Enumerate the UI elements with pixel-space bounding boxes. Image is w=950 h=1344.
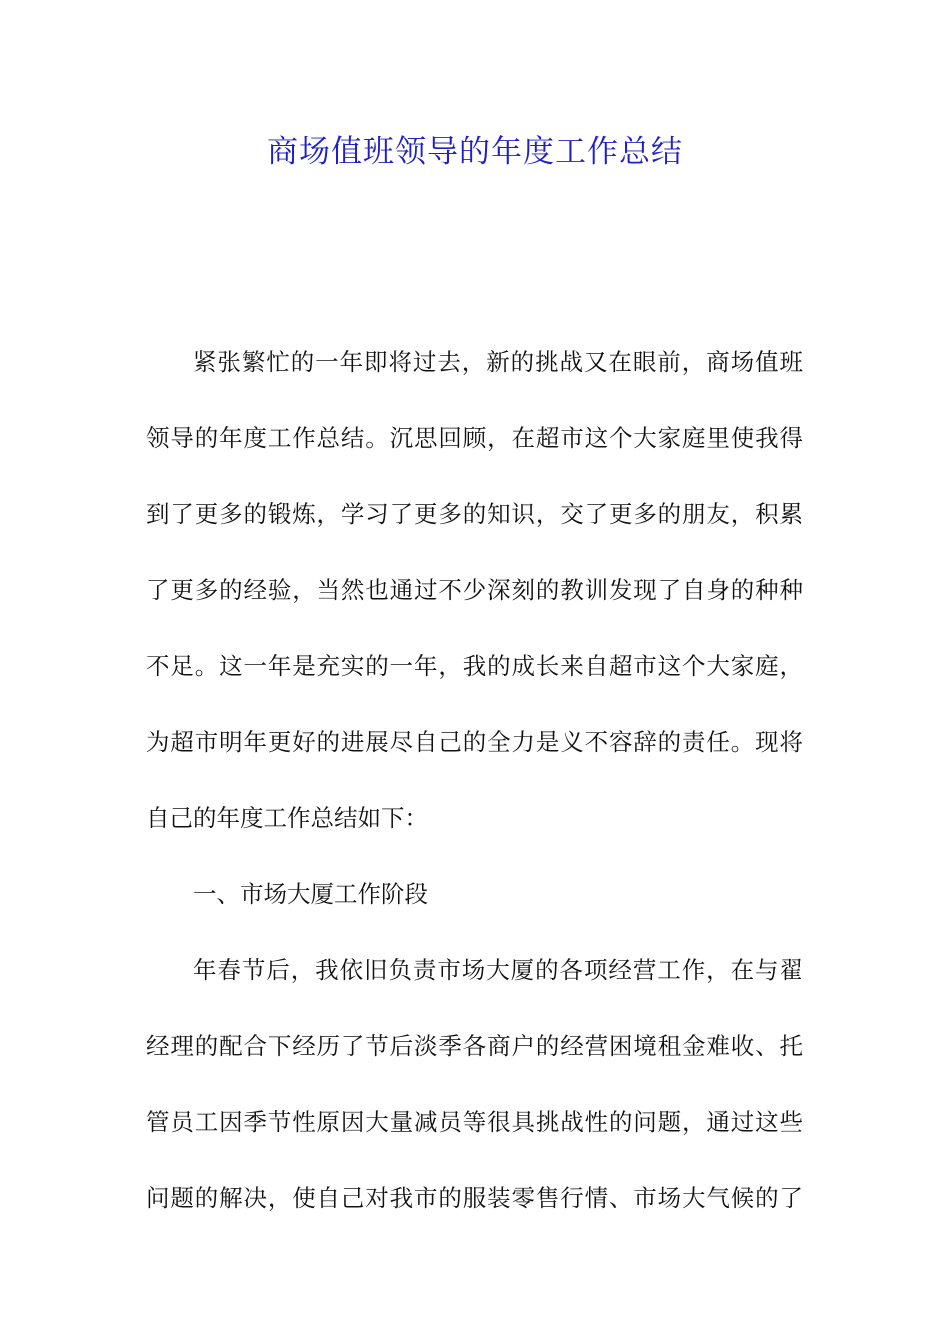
- paragraph-line: 紧张繁忙的一年即将过去，新的挑战又在眼前，商场值班: [193, 348, 803, 376]
- paragraph-line: 到了更多的锻炼，学习了更多的知识，交了更多的朋友，积累: [146, 500, 803, 528]
- paragraph-line: 管员工因季节性原因大量减员等很具挑战性的问题，通过这些: [146, 1108, 803, 1136]
- paragraph-intro: [146, 324, 803, 856]
- paragraph-section-1: [146, 932, 803, 1236]
- paragraph-line: 为超市明年更好的进展尽自己的全力是义不容辞的责任。现将: [146, 728, 803, 756]
- paragraph-line: 领导的年度工作总结。沉思回顾，在超市这个大家庭里使我得: [146, 424, 803, 452]
- paragraph-line: 自己的年度工作总结如下：: [146, 804, 428, 832]
- section-heading: [146, 856, 803, 932]
- section-heading-text: 一、市场大厦工作阶段: [193, 880, 428, 908]
- paragraph-line: 问题的解决，使自己对我市的服装零售行情、市场大气候的了: [146, 1184, 803, 1212]
- page-title: 商场值班领导的年度工作总结: [267, 134, 683, 170]
- paragraph-line: 年春节后，我依旧负责市场大厦的各项经营工作，在与翟: [193, 956, 803, 984]
- paragraph-line: 不足。这一年是充实的一年，我的成长来自超市这个大家庭，: [146, 652, 803, 680]
- paragraph-line: 经理的配合下经历了节后淡季各商户的经营困境租金难收、托: [146, 1032, 803, 1060]
- paragraph-line: 了更多的经验，当然也通过不少深刻的教训发现了自身的种种: [146, 576, 803, 604]
